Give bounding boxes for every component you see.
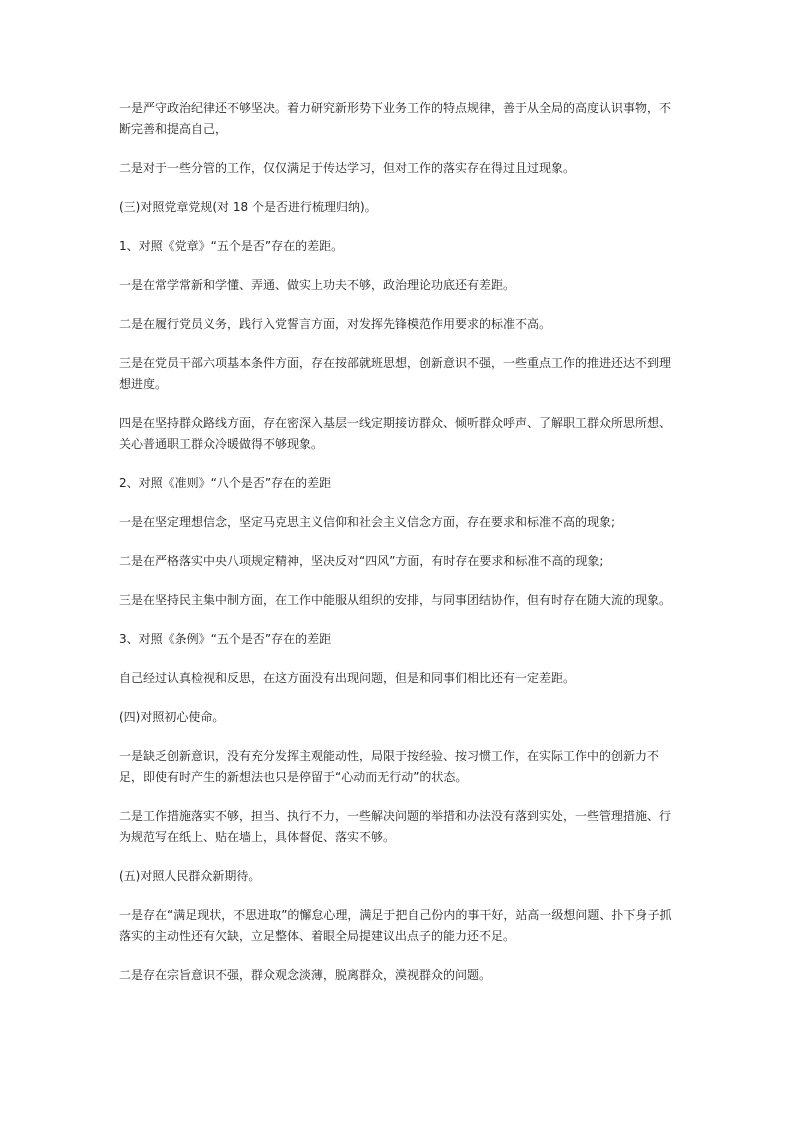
paragraph: 二是在严格落实中央八项规定精神，坚决反对“四风”方面，有时存在要求和标准不高的现象; [119,554,604,568]
subsection-heading: 2、对照《准则》“八个是否”存在的差距 [119,476,332,490]
paragraph: 二是工作措施落实不够，担当、执行不力，一些解决问题的举措和办法没有落到实处，一些管理措施、行为规范写在纸上、贴在墙上，具体督促、落实不够。 [119,809,672,844]
paragraph: 三是在坚持民主集中制方面，在工作中能服从组织的安排，与同事团结协作，但有时存在随大流的现象。 [119,593,672,607]
section-heading: (四)对照初心使命。 [119,710,225,724]
paragraph: 一是严守政治纪律还不够坚决。着力研究新形势下业务工作的特点规律，善于从全局的高度认识事物，不断完善和提高自己， [119,101,672,136]
section-heading: (三)对照党章党规(对 18 个是否进行梳理归纳)。 [119,200,377,214]
paragraph: 二是存在宗旨意识不强，群众观念淡薄，脱离群众，漠视群众的问题。 [119,968,492,982]
paragraph: 一是缺乏创新意识，没有充分发挥主观能动性，局限于按经验、按习惯工作，在实际工作中的创新力不足，即使有时产生的新想法也只是停留于“心动而无行动”的状态。 [119,749,660,784]
document-body [119,98,675,1004]
paragraph: 二是在履行党员义务，践行入党誓言方面，对发挥先锋模范作用要求的标准不高。 [119,317,552,331]
paragraph: 三是在党员干部六项基本条件方面，存在按部就班思想，创新意识不强，一些重点工作的推进还达不到理想进度。 [119,356,672,391]
paragraph: 四是在坚持群众路线方面，存在密深入基层一线定期接访群众、倾听群众呼声、了解职工群众所思所想、关心普通职工群众冷暖做得不够现象。 [119,416,672,451]
paragraph: 自己经过认真检视和反思，在这方面没有出现问题，但是和同事们相比还有一定差距。 [119,671,576,685]
paragraph: 一是存在“满足现状，不思进取”的懈怠心理，满足于把自己份内的事干好，站高一级想问题、扑下身子抓落实的主动性还有欠缺，立足整体、着眼全局提建议出点子的能力还不足。 [119,908,672,943]
paragraph: 二是对于一些分管的工作，仅仅满足于传达学习，但对工作的落实存在得过且过现象。 [119,161,576,175]
subsection-heading: 1、对照《党章》“五个是否”存在的差距。 [119,239,344,253]
section-heading: (五)对照人民群众新期待。 [119,869,261,883]
paragraph: 一是在常学常新和学懂、弄通、做实上功夫不够，政治理论功底还有差距。 [119,278,516,292]
paragraph: 一是在坚定理想信念，坚定马克思主义信仰和社会主义信念方面，存在要求和标准不高的现象; [119,515,616,529]
subsection-heading: 3、对照《条例》“五个是否”存在的差距 [119,632,332,646]
